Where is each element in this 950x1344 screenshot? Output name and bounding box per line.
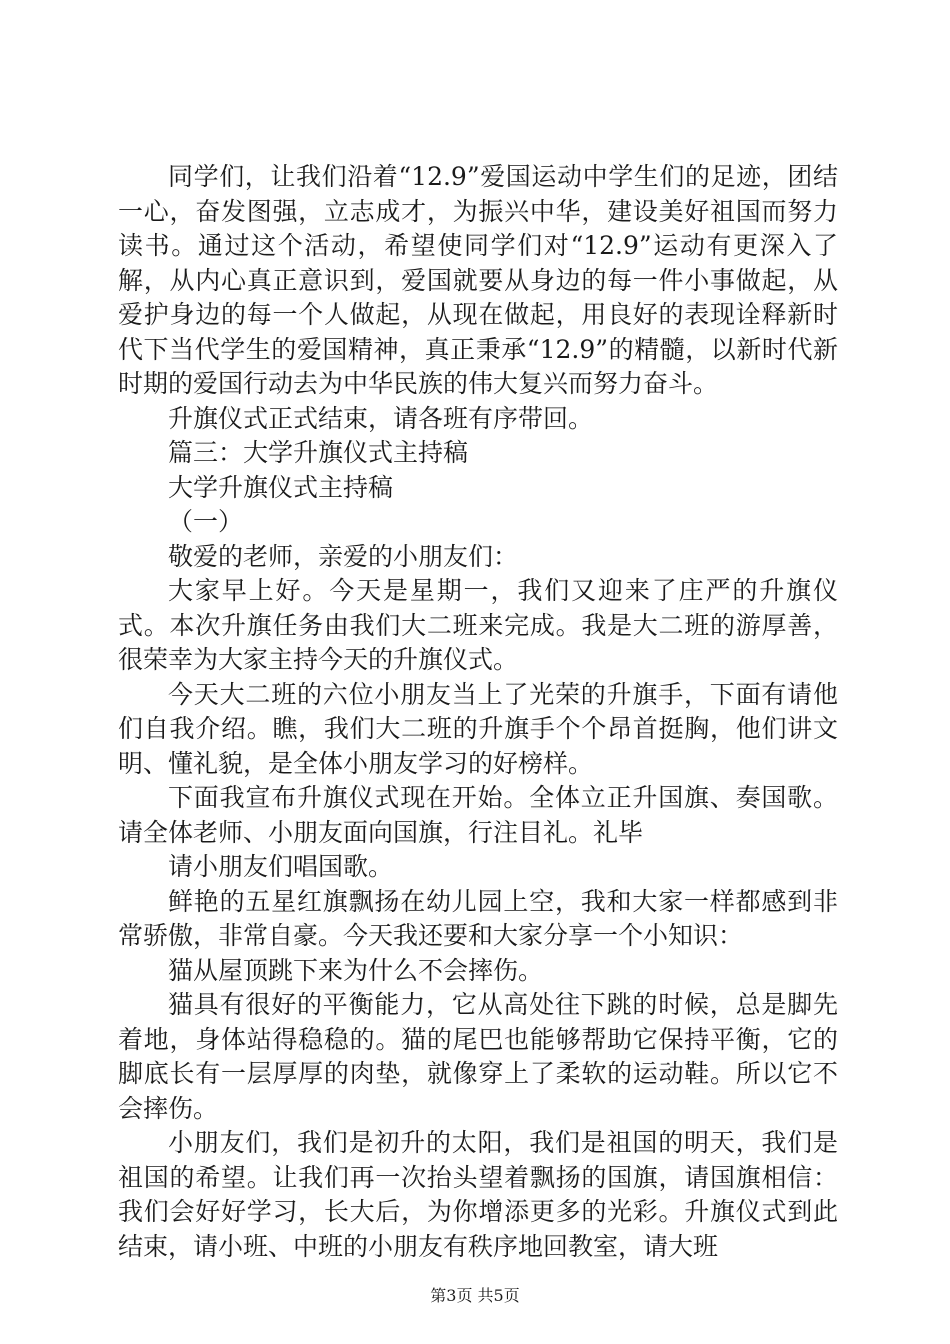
- paragraph-8: 今天大二班的六位小朋友当上了光荣的升旗手，下面有请他们自我介绍。瞧，我们大二班的升旗手个个昂首挺胸，他们讲文明、懂礼貌，是全体小朋友学习的好榜样。: [118, 679, 838, 778]
- paragraph-2: 升旗仪式正式结束，请各班有序带回。: [168, 403, 594, 433]
- page-footer: 第3页 共5页: [430, 1286, 520, 1305]
- document-title: 大学升旗仪式主持稿: [168, 472, 394, 502]
- paragraph-11: 鲜艳的五星红旗飘扬在幼儿园上空，我和大家一样都感到非常骄傲，非常自豪。今天我还要和大家分享一个小知识：: [118, 886, 838, 950]
- paragraph-12: 猫从屋顶跳下来为什么不会摔伤。: [168, 955, 544, 985]
- paragraph-7: 大家早上好。今天是星期一，我们又迎来了庄严的升旗仪式。本次升旗任务由我们大二班来完成。我是大二班的游厚善，很荣幸为大家主持今天的升旗仪式。: [118, 576, 838, 674]
- paragraph-9: 下面我宣布升旗仪式现在开始。全体立正升国旗、奏国歌。请全体老师、小朋友面向国旗，行注目礼。礼毕: [118, 783, 838, 847]
- salutation: 敬爱的老师，亲爱的小朋友们：: [168, 541, 519, 571]
- paragraph-13: 猫具有很好的平衡能力，它从高处往下跳的时候，总是脚先着地，身体站得稳稳的。猫的尾巴也能够帮助它保持平衡，它的脚底长有一层厚厚的肉垫，就像穿上了柔软的运动鞋。所以它不会摔伤。: [118, 990, 838, 1123]
- document-body: [118, 160, 838, 1264]
- paragraph-1: 同学们，让我们沿着“12.9”爱国运动中学生们的足迹，团结一心，奋发图强，立志成才，为振兴中华，建设美好祖国而努力读书。通过这个活动，希望使同学们对“12.9”运动有更深入了解，从内心真正意识到，爱国就要从身边的每一件小事做起，从爱护身边的每一个人做起，从现在做起，用良好的表现诠释新时代下当代学生的爱国精神，真正秉承“12.9”的精髓，以新时代新时期的爱国行动去为中华民族的伟大复兴而努力奋斗。: [118, 162, 838, 398]
- paragraph-10: 请小朋友们唱国歌。: [168, 852, 394, 881]
- part-number: （一）: [168, 507, 244, 536]
- section-heading: 篇三：大学升旗仪式主持稿: [168, 438, 469, 467]
- paragraph-14: 小朋友们，我们是初升的太阳，我们是祖国的明天，我们是祖国的希望。让我们再一次抬头望着飘扬的国旗，请国旗相信：我们会好好学习，长大后，为你增添更多的光彩。升旗仪式到此结束，请小班、中班的小朋友有秩序地回教室，请大班: [118, 1128, 838, 1261]
